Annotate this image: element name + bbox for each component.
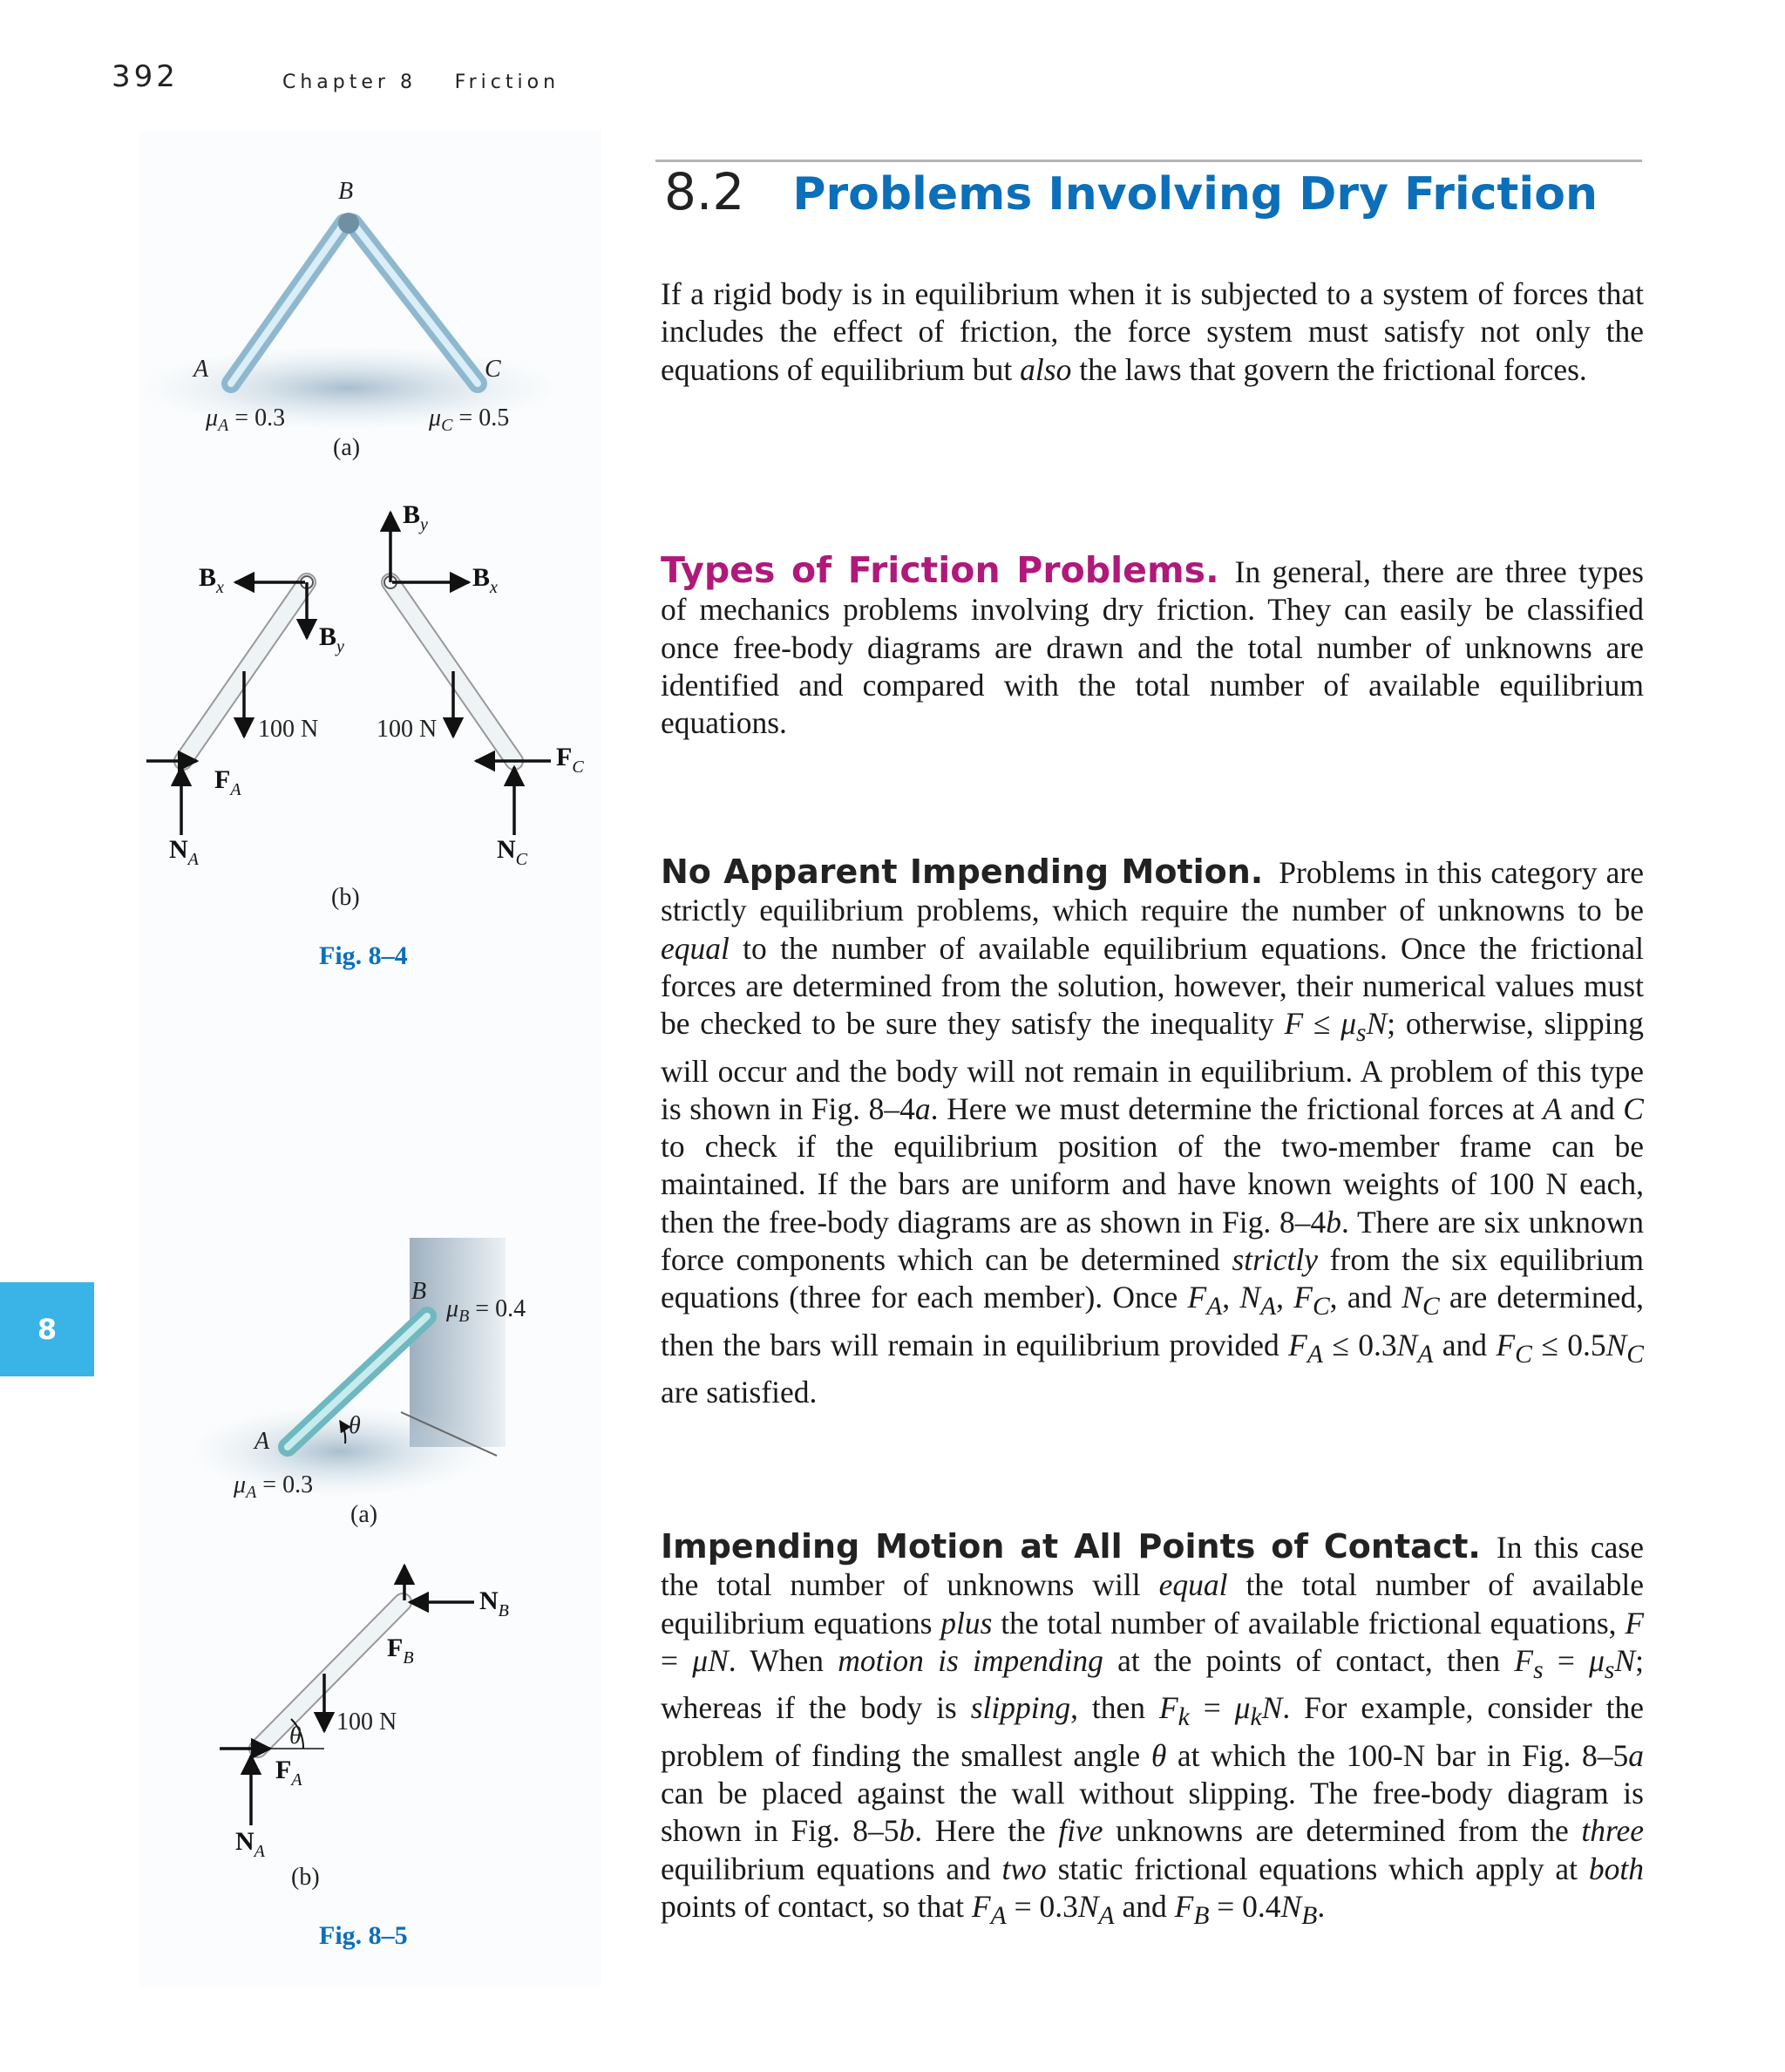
- point-a-label: A: [193, 356, 209, 383]
- by-label: $B_y$: [319, 622, 344, 656]
- fig-8-4-caption: Fig. 8–4: [319, 941, 408, 970]
- chapter-label: Chapter 8 Friction: [282, 71, 560, 93]
- types-heading: Types of Friction Problems.: [661, 549, 1219, 591]
- point-b-label: B: [338, 178, 354, 205]
- weight-85-label: 100 N: [336, 1709, 397, 1736]
- fa-label: $F_A$: [214, 765, 241, 799]
- fa-label-85: $F_A$: [275, 1756, 302, 1790]
- weight-ab-label: 100 N: [258, 716, 319, 743]
- point-c-label: C: [485, 356, 501, 383]
- nb-label: $N_B$: [479, 1586, 509, 1620]
- impending-heading: Impending Motion at All Points of Contact.: [661, 1527, 1481, 1566]
- mu-a-label: $\mu_A = 0.3$: [206, 404, 286, 435]
- point-b-label-85: B: [411, 1278, 427, 1305]
- fc-label: $F_C$: [556, 743, 584, 777]
- bx-label: $B_x$: [199, 563, 224, 597]
- types-paragraph: Types of Friction Problems. In general, there are three types of mechanics problems involving dry friction. They can easily be classified once free-body diagrams are drawn and the total number of unknowns are identified and compared with the total number of available equilibrium equations.: [661, 549, 1644, 741]
- section-heading: [664, 162, 1598, 221]
- fig-8-4a-label: (a): [333, 434, 361, 461]
- na-label-85: $N_A$: [235, 1827, 265, 1861]
- fig-8-5-caption: Fig. 8–5: [319, 1921, 408, 1950]
- impending-paragraph: Impending Motion at All Points of Contact. In this case the total number of unknowns will equal the total number of available equilibrium equations plus the total number of available frictional equations, F = μN. When motion is impending at the points of contact, then $F_s = \mu_sN$; whereas if the body is slipping, then $F_k = \mu_kN$. For example, consider the problem of finding the smallest angle θ at which the 100-N bar in Fig. 8–5a can be placed against the wall without slipping. The free-body diagram is shown in Fig. 8–5b. Here the five unknowns are determined from the three equilibrium equations and two static frictional equations which apply at both points of contact, so that $F_A = 0.3N_A$ and $F_B = 0.4N_B$.: [661, 1527, 1644, 1930]
- no-motion-paragraph: No Apparent Impending Motion. Problems in this category are strictly equilibrium problems, which require the number of unknowns to be equal to the number of available equilibrium equations. Once the frictional forces are determined from the solution, however, their numerical values must be checked to be sure they satisfy the inequality $F \le \mu_sN$; otherwise, slipping will occur and the body will not remain in equilibrium. A problem of this type is shown in Fig. 8–4a. Here we must determine the frictional forces at A and C to check if the equilibrium position of the two-member frame can be maintained. If the bars are uniform and have known weights of 100 N each, then the free-body diagrams are as shown in Fig. 8–4b. There are six unknown force components which can be determined strictly from the six equilibrium equations (three for each member). Once $F_A$, $N_A$, $F_C$, and $N_C$ are determined, then the bars will remain in equilibrium provided $F_A \le 0.3N_A$ and $F_C \le 0.5N_C$ are satisfied.: [661, 853, 1645, 1410]
- point-a-label-85: A: [255, 1428, 270, 1455]
- fb-label: $F_B$: [387, 1634, 414, 1668]
- pin-b: [338, 213, 359, 234]
- fig-8-5a-label: (a): [350, 1501, 378, 1528]
- bx-label-right: $B_x$: [472, 563, 498, 597]
- nc-label: $N_C$: [497, 835, 528, 869]
- mu-c-label: $\mu_C = 0.5$: [429, 404, 510, 435]
- weight-bc-label: 100 N: [377, 716, 438, 743]
- na-label: $N_A$: [169, 835, 199, 869]
- intro-paragraph: If a rigid body is in equilibrium when it is subjected to a system of forces that includes the effect of friction, the force system must satisfy not only the equations of equilibrium but also the laws that govern the frictional forces.: [661, 276, 1644, 387]
- figures-column: [0, 0, 645, 2072]
- chapter-tab: 8: [0, 1282, 94, 1376]
- mu-a-label-85: $\mu_A = 0.3$: [234, 1471, 314, 1502]
- by-label-right: $B_y$: [403, 500, 428, 534]
- section-title: Problems Involving Dry Friction: [792, 168, 1598, 221]
- fig-8-5b-label: (b): [291, 1864, 320, 1891]
- no-motion-heading: No Apparent Impending Motion.: [661, 853, 1264, 891]
- section-number: 8.2: [664, 162, 745, 221]
- theta-label: θ: [349, 1412, 361, 1439]
- page-number: 392: [112, 59, 179, 94]
- theta-label-b: θ: [289, 1722, 302, 1749]
- mu-b-label: $\mu_B = 0.4$: [446, 1295, 526, 1326]
- fig-8-4b-label: (b): [331, 884, 360, 911]
